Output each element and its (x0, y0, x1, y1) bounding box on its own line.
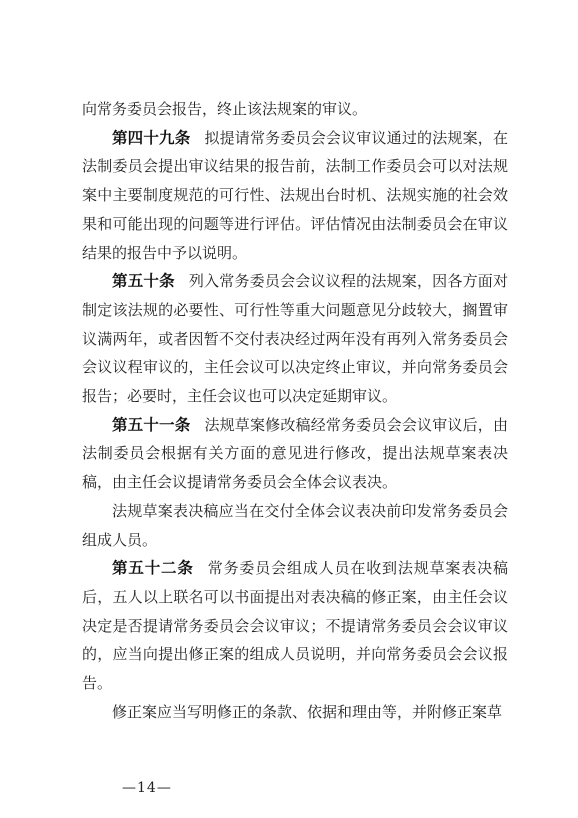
paragraph-text: 修正案应当写明修正的条款、依据和理由等，并附修正案草 (112, 702, 503, 721)
article-52-clause-2 (82, 698, 508, 727)
paragraph-text: 列入常务委员会会议议程的法规案，因各方面对制定该法规的必要性、可行性等重大问题意见分歧较大，搁置审议满两年，或者因暂不交付表决经过两年没有再列入常务委员会会议议程审议的，主任会议可以决定终止审议，并向常务委员会报告；必要时，主任会议也可以决定延期审议。 (82, 272, 508, 406)
article-49 (82, 124, 508, 268)
article-50 (82, 267, 508, 411)
article-52 (82, 554, 508, 698)
article-number: 第四十九条 (112, 128, 191, 147)
paragraph-continuation (82, 95, 508, 124)
article-number: 第五十二条 (112, 559, 194, 578)
paragraph-text: 法规草案表决稿应当在交付全体会议表决前印发常务委员会组成人员。 (82, 501, 508, 549)
page-number: —14— (122, 780, 172, 796)
paragraph-text: 常务委员会组成人员在收到法规草案表决稿后，五人以上联名可以书面提出对表决稿的修正案，由主任会议决定是否提请常务委员会会议审议；不提请常务委员会会议审议的，应当向提出修正案的组成人员说明，并向常务委员会会议报告。 (82, 559, 508, 693)
article-number: 第五十一条 (112, 415, 191, 434)
document-body (82, 95, 508, 726)
article-51-clause-2 (82, 497, 508, 554)
paragraph-text: 法规草案修改稿经常务委员会会议审议后，由法制委员会根据有关方面的意见进行修改，提出法规草案表决稿，由主任会议提请常务委员会全体会议表决。 (82, 415, 508, 492)
article-51 (82, 411, 508, 497)
paragraph-text: 拟提请常务委员会会议审议通过的法规案，在法制委员会提出审议结果的报告前，法制工作委员会可以对法规案中主要制度规范的可行性、法规出台时机、法规实施的社会效果和可能出现的问题等进行评估。评估情况由法制委员会在审议结果的报告中予以说明。 (82, 128, 508, 262)
paragraph-text: 向常务委员会报告，终止该法规案的审议。 (82, 100, 368, 118)
article-number: 第五十条 (112, 272, 175, 291)
